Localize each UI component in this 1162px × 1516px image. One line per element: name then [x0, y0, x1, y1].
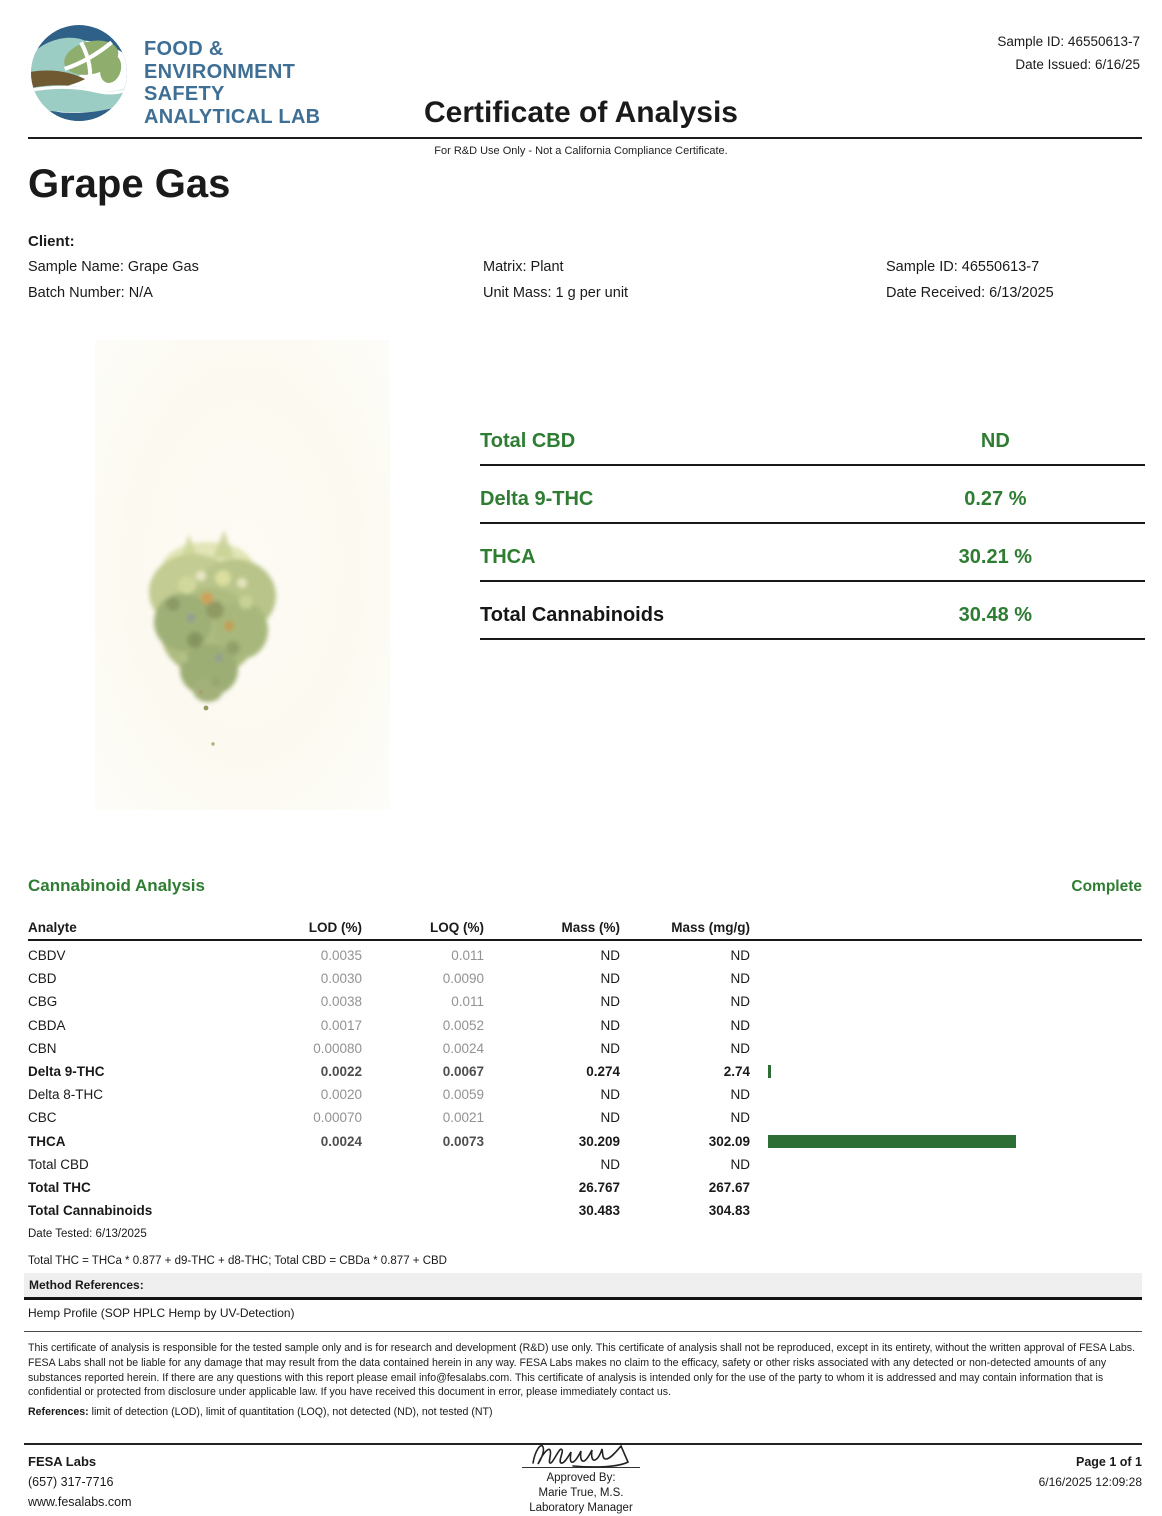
mass-pct-value: ND [600, 1040, 620, 1056]
sample-id-top: Sample ID: 46550613-7 [997, 34, 1140, 49]
batch-number: Batch Number: N/A [28, 285, 153, 301]
date-received: Date Received: 6/13/2025 [886, 285, 1054, 301]
table-row [28, 990, 1142, 1013]
mass-mg-value: 304.83 [708, 1203, 750, 1219]
sample-id: Sample ID: 46550613-7 [886, 259, 1040, 275]
mass-mg-value: ND [730, 948, 750, 964]
logo-text-line: ANALYTICAL LAB [144, 105, 321, 128]
analyte-name: THCA [28, 1133, 66, 1149]
table-row [28, 1014, 1142, 1037]
bar-cell [750, 1199, 1142, 1222]
loq-value: 0.0090 [442, 971, 484, 987]
summary-label: Total CBD [480, 430, 576, 452]
page-number: Page 1 of 1 [1076, 1455, 1142, 1469]
table-row [28, 1083, 1142, 1106]
cannabis-bud-image [95, 340, 390, 810]
summary-value: ND [980, 430, 1010, 452]
date-issued: Date Issued: 6/16/25 [1015, 57, 1140, 72]
disclaimer-text: This certificate of analysis is responsible for the tested sample only and is for research and development (R&D) use only. This certificate of analysis shall not be reproduced, except in its entirety, without the written approval of FESA Labs. FESA Labs shall not be liable for any damage that may result from the data contained herein in any way. FESA Labs makes no claim to the efficacy, safety or other risks associated with any detected or non-detected amounts of any substances reported herein. If there are any questions with this report please email info@fesalabs.com. This certificate of analysis is intended only for the use of the party to whom it is addressed and may contain information that is confidential or protected from disclosure under applicable law. If you have received this document in error, please immediately contact us. [28, 1342, 1136, 1399]
table-body [28, 941, 1142, 1222]
table-row [28, 1176, 1142, 1199]
analyte-name: Total CBD [28, 1156, 89, 1172]
cannabinoid-table [28, 920, 1142, 1222]
table-row [28, 1106, 1142, 1129]
summary-row [480, 486, 1145, 524]
loq-value: 0.011 [451, 994, 484, 1010]
mass-mg-value: 302.09 [708, 1133, 750, 1149]
bar-cell [750, 1037, 1142, 1060]
bar-cell [750, 1176, 1142, 1199]
table-row [28, 1153, 1142, 1176]
lod-value: 0.0030 [320, 971, 362, 987]
analyte-name: CBD [28, 971, 57, 987]
mass-mg-value: 267.67 [708, 1179, 750, 1195]
section-title: Cannabinoid Analysis [28, 876, 205, 895]
loq-value: 0.0052 [442, 1017, 484, 1033]
summary-results [480, 428, 1145, 660]
references-label: References: [28, 1406, 89, 1418]
analyte-name: Delta 9-THC [28, 1064, 105, 1080]
lod-value: 0.0020 [320, 1087, 362, 1103]
analyte-name: CBN [28, 1040, 57, 1056]
summary-row [480, 602, 1145, 640]
summary-value: 30.48 % [958, 604, 1033, 626]
loq-value: 0.0073 [442, 1133, 484, 1149]
mass-pct-value: ND [600, 1156, 620, 1172]
mass-pct-value: ND [600, 1110, 620, 1126]
date-tested: Date Tested: 6/13/2025 [28, 1228, 147, 1240]
bar-cell [750, 1083, 1142, 1106]
mass-mg-value: 2.74 [723, 1064, 750, 1080]
bar-cell [750, 967, 1142, 990]
matrix: Matrix: Plant [483, 259, 564, 275]
summary-value: 0.27 % [964, 488, 1027, 510]
bar-cell [750, 944, 1142, 967]
unit-mass: Unit Mass: 1 g per unit [483, 285, 629, 301]
footer-company: FESA Labs [28, 1454, 97, 1469]
bar-cell [750, 1014, 1142, 1037]
table-row [28, 944, 1142, 967]
lod-value: 0.0022 [320, 1064, 362, 1080]
table-row [28, 1060, 1142, 1083]
logo-text-line: ENVIRONMENT [144, 60, 296, 83]
column-header: Mass (mg/g) [671, 920, 750, 935]
header-rule [28, 137, 1142, 139]
column-header: Analyte [28, 920, 77, 935]
mass-pct-value: ND [600, 1087, 620, 1103]
column-header: LOD (%) [308, 920, 362, 935]
mass-pct-value: 26.767 [578, 1179, 620, 1195]
loq-value: 0.0024 [442, 1040, 484, 1056]
sample-photo [95, 340, 390, 810]
approved-by-label: Approved By: [546, 1472, 616, 1484]
logo-text-line: FOOD & [144, 38, 224, 60]
certificate-title: Certificate of Analysis [424, 96, 738, 129]
mass-pct-value: ND [600, 1017, 620, 1033]
summary-row [480, 428, 1145, 466]
product-name: Grape Gas [28, 162, 231, 206]
analyte-name: Total THC [28, 1179, 91, 1195]
mass-pct-value: 30.483 [578, 1203, 620, 1219]
method-reference: Hemp Profile (SOP HPLC Hemp by UV-Detection) [28, 1306, 295, 1320]
mass-mg-value: ND [730, 1110, 750, 1126]
loq-value: 0.0059 [442, 1087, 484, 1103]
mass-bar [768, 1135, 1016, 1148]
table-row [28, 1130, 1142, 1153]
sample-name: Sample Name: Grape Gas [28, 259, 199, 275]
table-header [28, 920, 1142, 941]
total-formula: Total THC = THCa * 0.877 + d9-THC + d8-THC; Total CBD = CBDa * 0.877 + CBD [28, 1255, 447, 1267]
method-references-label: Method References: [24, 1273, 1142, 1300]
mass-bar [768, 1065, 771, 1078]
mass-pct-value: 30.209 [578, 1133, 620, 1149]
lod-value: 0.0024 [320, 1133, 362, 1149]
loq-value: 0.011 [451, 948, 484, 964]
footer-phone: (657) 317-7716 [28, 1475, 114, 1489]
approver-name: Marie True, M.S. [538, 1487, 624, 1499]
mass-mg-value: ND [730, 994, 750, 1010]
analyte-name: CBDV [28, 948, 66, 964]
analyte-name: Delta 8-THC [28, 1087, 104, 1103]
mass-pct-value: ND [600, 948, 620, 964]
bar-cell [750, 990, 1142, 1013]
analyte-name: CBC [28, 1110, 57, 1126]
analyte-name: CBDA [28, 1017, 66, 1033]
summary-value: 30.21 % [958, 546, 1033, 568]
loq-value: 0.0067 [442, 1064, 484, 1080]
mass-mg-value: ND [730, 1087, 750, 1103]
summary-label: Total Cannabinoids [480, 604, 665, 626]
references-line [28, 1406, 1142, 1418]
footer-timestamp: 6/16/2025 12:09:28 [1038, 1475, 1142, 1489]
mass-mg-value: ND [730, 1017, 750, 1033]
approver-title: Laboratory Manager [529, 1502, 633, 1514]
analyte-name: Total Cannabinoids [28, 1203, 153, 1219]
certificate-subtitle: For R&D Use Only - Not a California Compliance Certificate. [434, 145, 728, 157]
references-text: limit of detection (LOD), limit of quantitation (LOQ), not detected (ND), not tested (NT) [88, 1406, 493, 1418]
lod-value: 0.0017 [320, 1017, 362, 1033]
bar-cell [750, 1060, 1142, 1083]
client-label: Client: [28, 233, 75, 250]
table-row [28, 1037, 1142, 1060]
disclaimer-rule [24, 1331, 1142, 1332]
mass-mg-value: ND [730, 1040, 750, 1056]
signature-image [525, 1438, 637, 1470]
bar-cell [750, 1153, 1142, 1176]
table-row [28, 967, 1142, 990]
column-header: Mass (%) [561, 920, 620, 935]
table-row [28, 1199, 1142, 1222]
lod-value: 0.0035 [320, 948, 362, 964]
bar-cell [750, 1106, 1142, 1129]
summary-label: Delta 9-THC [480, 488, 594, 510]
lod-value: 0.00070 [313, 1110, 362, 1126]
mass-mg-value: ND [730, 1156, 750, 1172]
logo-text-line: SAFETY [144, 83, 225, 105]
footer-website: www.fesalabs.com [28, 1495, 132, 1509]
status-badge: Complete [1071, 878, 1142, 895]
mass-pct-value: ND [600, 971, 620, 987]
lod-value: 0.0038 [320, 994, 362, 1010]
summary-row [480, 544, 1145, 582]
loq-value: 0.0021 [442, 1110, 484, 1126]
lod-value: 0.00080 [313, 1040, 362, 1056]
summary-label: THCA [480, 546, 536, 568]
column-header: LOQ (%) [430, 920, 484, 935]
bar-cell [750, 1130, 1142, 1153]
mass-pct-value: ND [600, 994, 620, 1010]
mass-mg-value: ND [730, 971, 750, 987]
analyte-name: CBG [28, 994, 58, 1010]
mass-pct-value: 0.274 [586, 1064, 620, 1080]
